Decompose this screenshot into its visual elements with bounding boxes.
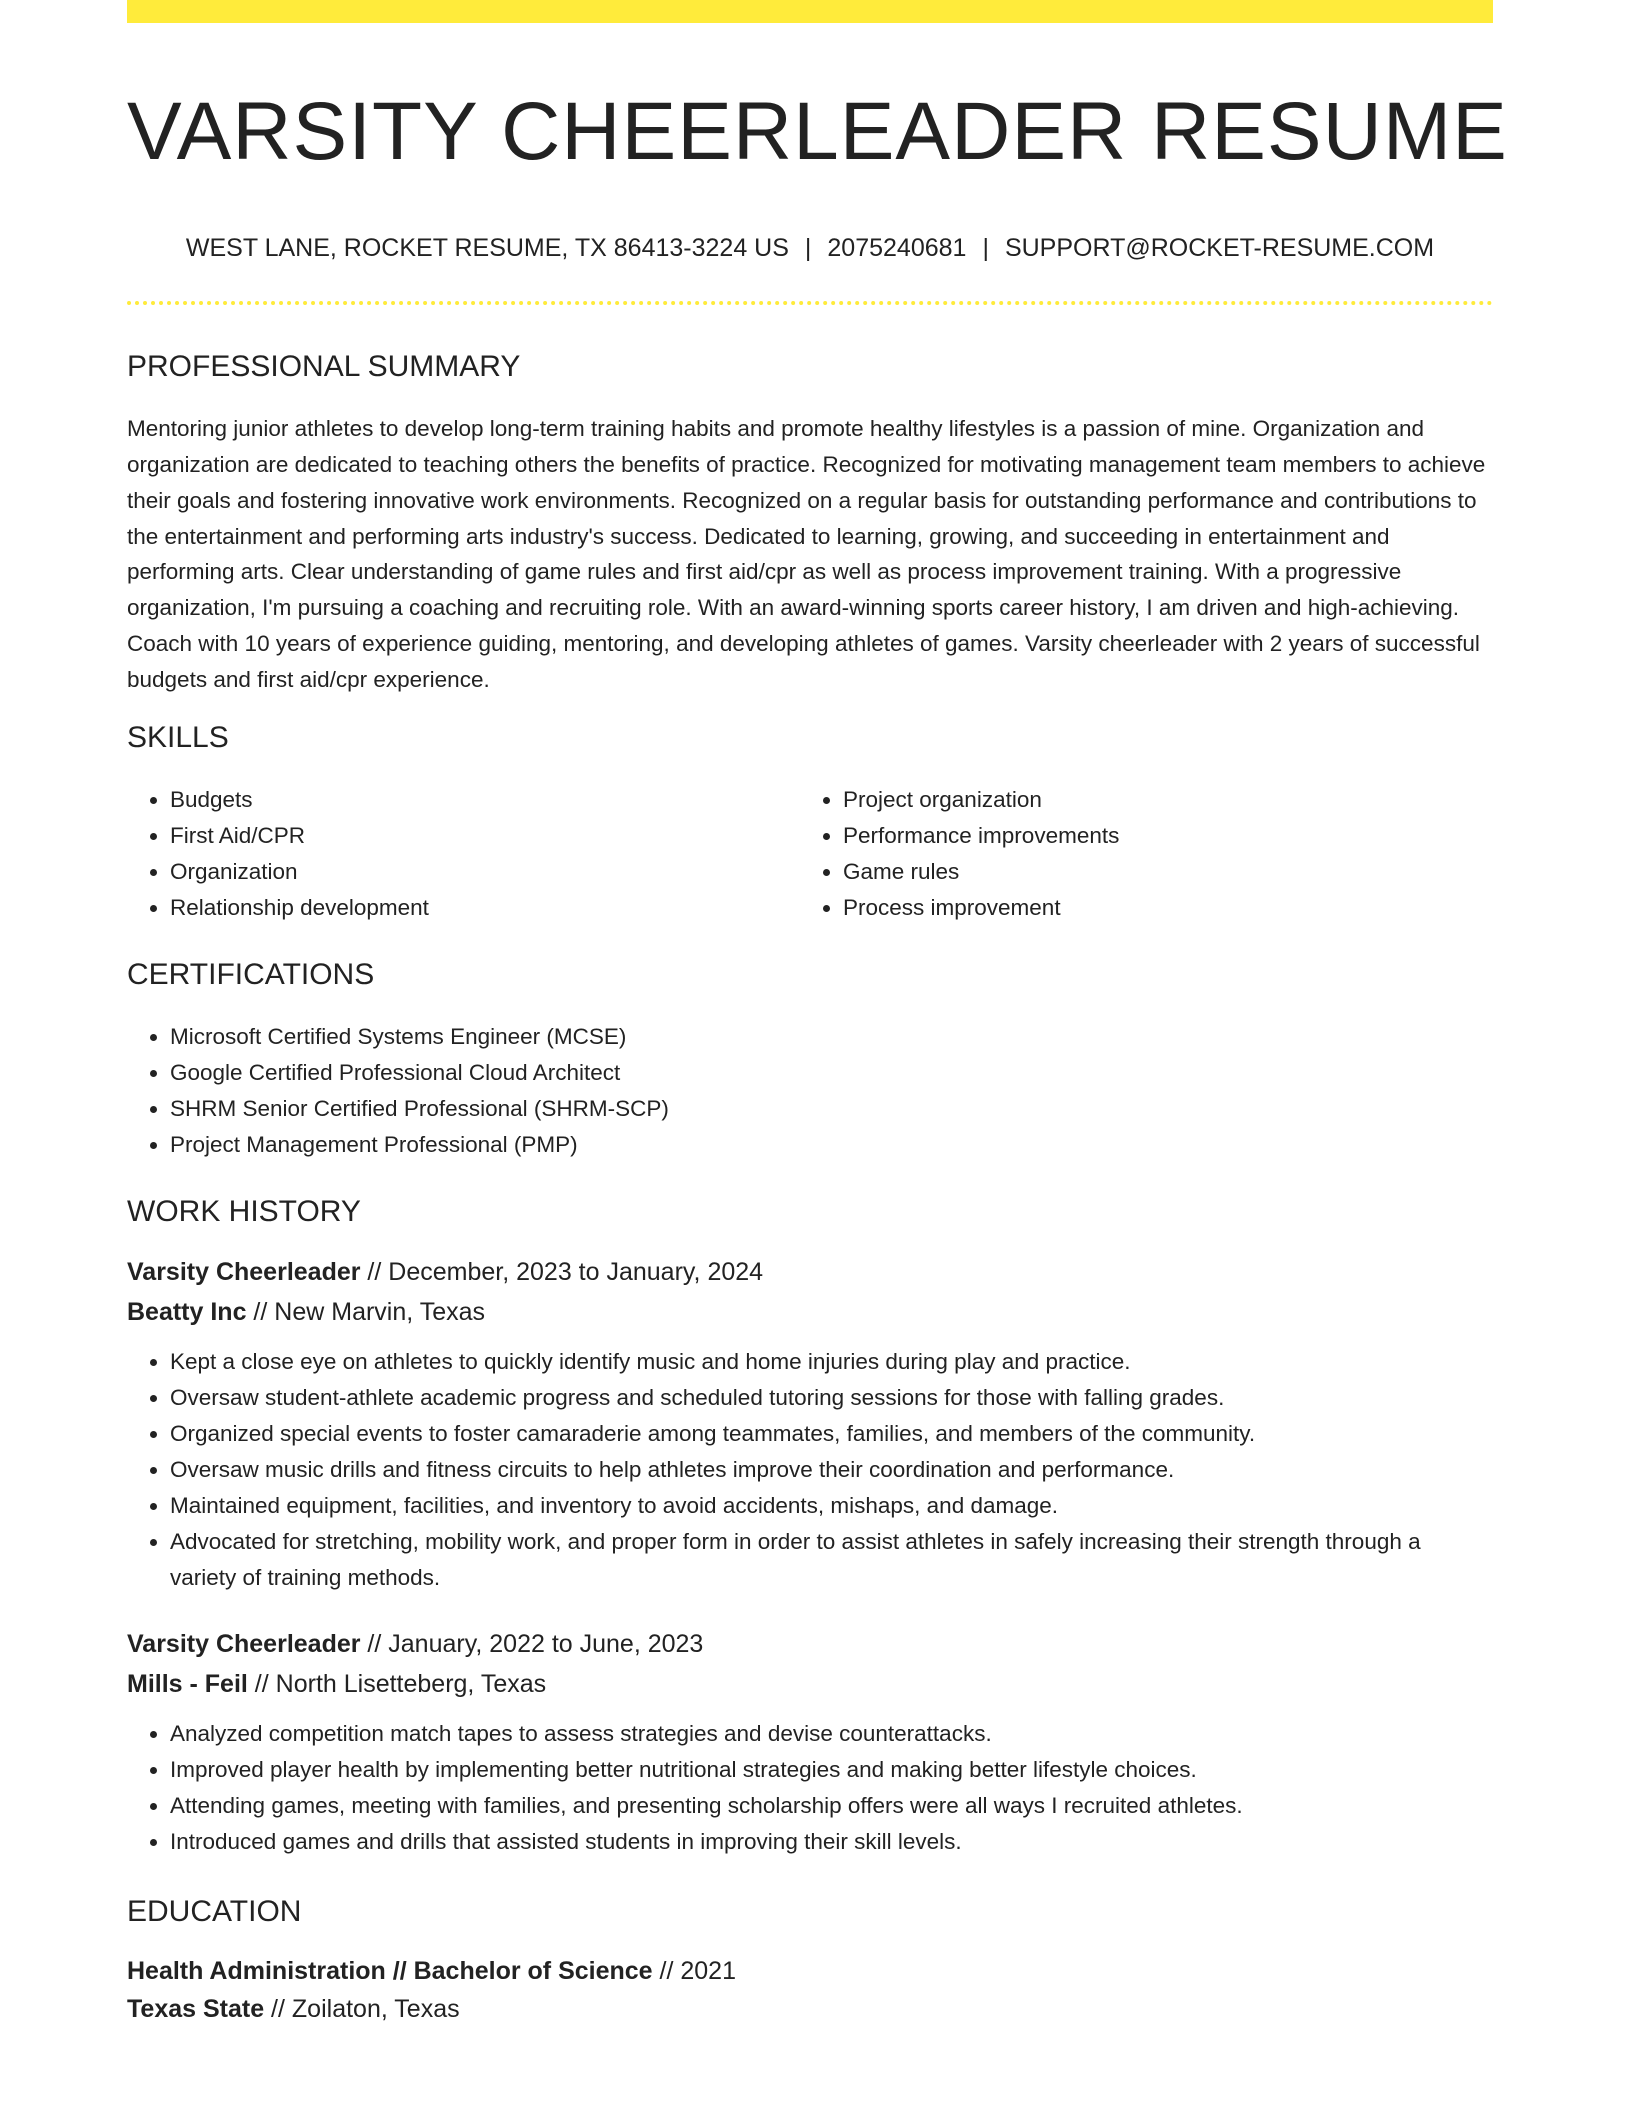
education-location: Zoilaton, Texas (291, 1994, 460, 2023)
education-separator: // (264, 1994, 292, 2023)
contact-separator: | (804, 234, 812, 263)
job-company: Beatty Inc (127, 1297, 247, 1326)
contact-line (127, 233, 1493, 263)
job-entry (127, 1252, 1493, 1596)
job-bullet: • Attending games, meeting with families, and presenting scholarship offers were all ways I recruited athletes. (170, 1788, 1493, 1824)
job-entry (127, 1624, 1493, 1860)
job-bullet: • Advocated for stretching, mobility work, and proper form in order to assist athletes in safely increasing their strength through a variety of training methods. (170, 1524, 1493, 1596)
job-title-line (127, 1252, 1493, 1292)
summary-heading: PROFESSIONAL SUMMARY (127, 350, 521, 384)
resume-page (127, 0, 1508, 2028)
job-title-line (127, 1624, 1493, 1664)
education-entry (127, 1952, 1493, 2028)
skills-column-left (127, 782, 800, 926)
education-degree: Health Administration // Bachelor of Science (127, 1956, 653, 1985)
contact-separator: | (982, 234, 989, 263)
work-history-heading: WORK HISTORY (127, 1194, 361, 1228)
certifications-heading: CERTIFICATIONS (127, 957, 375, 991)
job-bullet: • Organized special events to foster camaraderie among teammates, families, and members of the community. (170, 1416, 1493, 1452)
job-title: Varsity Cheerleader (127, 1629, 361, 1658)
job-bullet: • Analyzed competition match tapes to assess strategies and devise counterattacks. (170, 1716, 1493, 1752)
skills-heading: SKILLS (127, 720, 229, 754)
education-year: 2021 (680, 1956, 736, 1985)
job-title: Varsity Cheerleader (127, 1257, 361, 1286)
contact-phone: 2075240681 (827, 234, 967, 263)
certification-item: • Google Certified Professional Cloud Architect (170, 1055, 1493, 1091)
skills-column-right (800, 782, 1473, 926)
accent-top-bar (127, 0, 1493, 23)
education-separator: // (652, 1956, 681, 1985)
education-school: Texas State (127, 1994, 265, 2023)
job-bullet: • Improved player health by implementing better nutritional strategies and making better lifestyle choices. (170, 1752, 1493, 1788)
skill-item: • Process improvement (843, 890, 1473, 926)
job-dates: December, 2023 to January, 2024 (388, 1257, 764, 1286)
summary-text: Mentoring junior athletes to develop long-term training habits and promote healthy lifestyles is a passion of mine. Organization and organization are dedicated to teaching others the benefits of practice. Recognized for motivating management team members to achieve their goals and fostering innovative work environments. Recognized on a regular basis for outstanding performance and contributions to the entertainment and performing arts industry's success. Dedicated to learning, growing, and succeeding in entertainment and performing arts. Clear understanding of game rules and first aid/cpr as well as process improvement training. With a progressive organization, I'm pursuing a coaching and recruiting role. With an award-winning sports career history, I am driven and high-achieving. Coach with 10 years of experience guiding, mentoring, and developing athletes of games. Varsity cheerleader with 2 years of successful budgets and first aid/cpr experience. (127, 416, 1486, 692)
job-bullet: • Oversaw student-athlete academic progress and scheduled tutoring sessions for those with falling grades. (170, 1380, 1493, 1416)
job-separator: // (247, 1669, 276, 1698)
certifications-list (127, 1019, 1493, 1163)
education-school-line (127, 1990, 1493, 2028)
job-location: New Marvin, Texas (274, 1297, 485, 1326)
skill-item: • Budgets (170, 782, 800, 818)
contact-email: SUPPORT@ROCKET-RESUME.COM (1004, 234, 1435, 263)
resume-title: VARSITY CHEERLEADER RESUME (127, 86, 1508, 177)
job-separator: // (360, 1257, 389, 1286)
job-bullet: • Kept a close eye on athletes to quickly identify music and home injuries during play and practice. (170, 1344, 1493, 1380)
job-company-line (127, 1664, 1493, 1704)
job-bullet: • Introduced games and drills that assisted students in improving their skill levels. (170, 1824, 1493, 1860)
education-heading: EDUCATION (127, 1894, 302, 1928)
skill-item: • Relationship development (170, 890, 800, 926)
education-degree-line (127, 1952, 1493, 1990)
job-company-line (127, 1292, 1493, 1332)
skill-item: • Performance improvements (843, 818, 1473, 854)
job-dates: January, 2022 to June, 2023 (388, 1629, 704, 1658)
job-location: North Lisetteberg, Texas (275, 1669, 547, 1698)
certification-item: • Microsoft Certified Systems Engineer (MCSE) (170, 1019, 1493, 1055)
job-bullets (127, 1344, 1493, 1596)
job-separator: // (360, 1629, 389, 1658)
contact-address: WEST LANE, ROCKET RESUME, TX 86413-3224 US (185, 234, 789, 263)
job-bullet: • Maintained equipment, facilities, and inventory to avoid accidents, mishaps, and damage. (170, 1488, 1493, 1524)
dotted-divider (127, 301, 1493, 305)
skill-item: • Game rules (843, 854, 1473, 890)
skill-item: • First Aid/CPR (170, 818, 800, 854)
skill-item: • Organization (170, 854, 800, 890)
certification-item: • Project Management Professional (PMP) (170, 1127, 1493, 1163)
certification-item: • SHRM Senior Certified Professional (SHRM-SCP) (170, 1091, 1493, 1127)
job-company: Mills - Feil (127, 1669, 248, 1698)
skill-item: • Project organization (843, 782, 1473, 818)
job-bullets (127, 1716, 1493, 1860)
job-bullet: • Oversaw music drills and fitness circuits to help athletes improve their coordination and performance. (170, 1452, 1493, 1488)
skills-list (127, 782, 1493, 926)
job-separator: // (246, 1297, 275, 1326)
